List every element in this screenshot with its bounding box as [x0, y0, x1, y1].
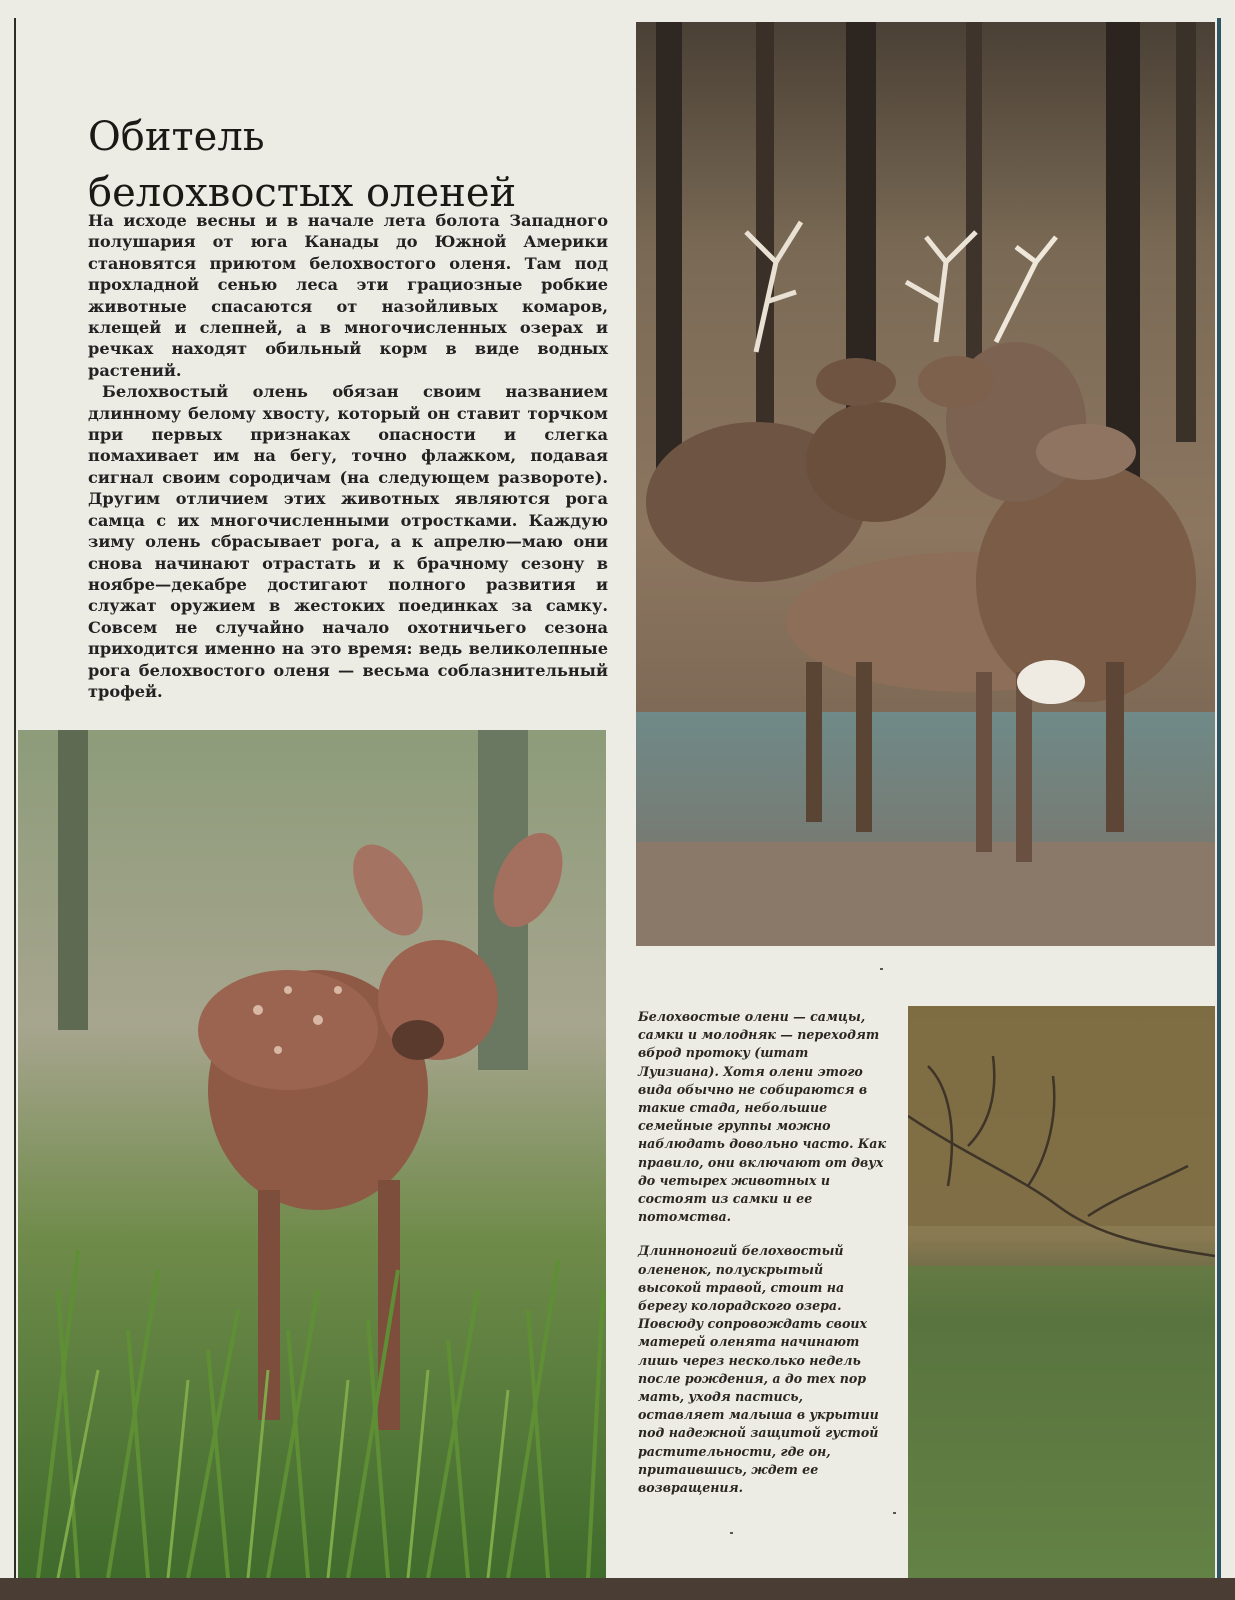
caption-fawn: Длинноногий белохвостый олененок, полускрытый высокой травой, стоит на берегу колорадского озера. Повсюду сопровождать своих матерей оленята начинают лишь через несколько недель после рождения, а до тех пор мать, уходя пастись, оставляет малыша в укрытии под надежной защитой густой растительности, где он, притаившись, ждет ее возвращения.: [638, 1243, 879, 1496]
print-speck: [880, 968, 883, 970]
body-paragraph-2: Белохвостый олень обязан своим названием длинному белому хвосту, который он ставит торчком при первых признаках опасности и слегка помахивает им на бегу, точно флажком, подавая сигнал своим сородичам (на следующем развороте). Другим отличием этих животных являются рога самца с их многочисленными отростками. Каждую зиму олень сбрасывает рога, а к апрелю—маю они снова начинают отрастать и к брачному сезону в ноябре—декабре достигают полного развития и служат оружием в жестоких поединках за самку. Совсем не случайно начало охотничьего сезона приходится именно на это время: ведь великолепные рога белохвостого оленя — весьма соблазнительный трофей.: [88, 382, 608, 701]
print-speck: [730, 1532, 733, 1534]
deer-herd-photo: [636, 22, 1215, 946]
page-left-edge: [14, 18, 16, 1578]
bottom-page-band: [0, 1578, 1235, 1600]
photo-captions: [638, 1008, 886, 1513]
lake-shore-photo: [908, 1006, 1215, 1578]
caption-herd: Белохвостые олени — самцы, самки и молодняк — переходят вброд протоку (штат Луизиана). Хотя олени этого вида обычно не собираются в такие стада, небольшие семейные группы можно наблюдать довольно часто. Как правило, они включают от двух до четырех животных и состоят из самки и ее потомства.: [638, 1009, 886, 1225]
print-speck: [893, 1512, 896, 1514]
fawn-photo: [18, 730, 606, 1578]
article-body: [88, 210, 608, 702]
title-line-1: Обитель: [88, 113, 265, 160]
body-paragraph-1: На исходе весны и в начале лета болота Западного полушария от юга Канады до Южной Америки становятся приютом белохвостого оленя. Там под прохладной сенью леса эти грациозные робкие животные спасаются от назойливых комаров, клещей и слепней, а в многочисленных озерах и речках находят обильный корм в виде водных растений.: [88, 211, 608, 380]
page-right-edge: [1217, 18, 1221, 1578]
article-title: [88, 109, 608, 221]
title-line-2: белохвостых оленей: [88, 169, 517, 216]
